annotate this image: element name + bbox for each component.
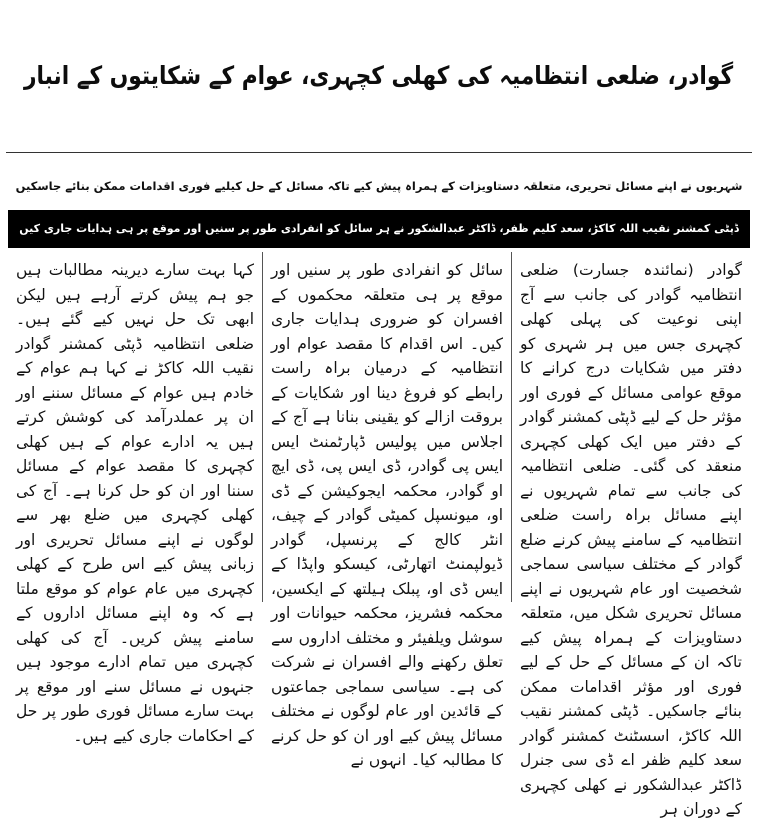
headline-divider	[6, 152, 752, 153]
headline-text: گوادر، ضلعی انتظامیہ کی کھلی کچہری، عوام کے شکایتوں کے انبار	[24, 61, 734, 91]
article-column-2: سائل کو انفرادی طور پر سنیں اور موقع پر ہی متعلقہ محکموں کے افسران کو ضروری ہدایات جاری کیں۔ اس اقدام کا مقصد عوام اور انتظامیہ کے درمیان براہ راست رابطے کو فروغ دینا اور شکایات کے بروقت ازالے کو یقینی بنانا ہے آج کے اجلاس میں پولیس ڈپارٹمنٹ ایس ایس پی گوادر، ڈی ایس پی، ڈی ایچ او گوادر، محکمہ ایجوکیشن کے ڈی او، میونسپل کمیٹی گوادر کے چیف، انٹر کالج کے پرنسپل، گوادر ڈیولپمنٹ اتھارٹی، کیسکو واپڈا کے ایس ڈی او، پبلک ہیلتھ کے ایکسین، محکمہ فشریز، محکمہ حیوانات اور سوشل ویلفیئر و مختلف اداروں سے تعلق رکھنے والے افسران نے شرکت کی ہے۔ سیاسی سماجی جماعتوں کے قائدین اور عام لوگوں نے مختلف مسائل پیش کیے اور ان کو حل کرنے کا مطالبہ کیا۔ انہوں نے	[262, 252, 512, 602]
article-column-1: گوادر (نمائندہ جسارت) ضلعی انتظامیہ گوادر کی جانب سے آج اپنی نوعیت کی پہلی کھلی کچہری جس میں ہر شہری کو دفتر میں شکایات درج کرانے کا موقع عوامی مسائل کے فوری اور مؤثر حل کے لیے ڈپٹی کمشنر گوادر کے دفتر میں ایک کھلی کچہری منعقد کی گئی۔ ضلعی انتظامیہ کی جانب سے تمام شہریوں نے اپنے مسائل براہ راست ضلعی انتظامیہ کے سامنے پیش کرنے ضلع گوادر کے مختلف سیاسی سماجی شخصیت اور عام شہریوں نے اپنے مسائل تحریری شکل میں، متعلقہ دستاویزات کے ہمراہ پیش کیے تاکہ ان کے مسائل کے حل کے لیے فوری اور مؤثر اقدامات ممکن بنائے جاسکیں۔ ڈپٹی کمشنر نقیب اللہ کاکڑ، اسسٹنٹ کمشنر گوادر سعد کلیم ظفر اے ڈی سی جنرل ڈاکٹر عبدالشکور نے کھلی کچہری کے دوران ہر	[520, 261, 742, 818]
banner-strip: ڈپٹی کمشنر نقیب اللہ کاکڑ، سعد کلیم ظفر، ڈاکٹر عبدالشکور نے ہر سائل کو انفرادی طور پر سنیں اور موقع پر ہی ہدایات جاری کیں	[8, 210, 750, 248]
article-column-3: کہا بہت سارے دیرینہ مطالبات ہیں جو ہم پیش کرتے آرہے ہیں لیکن ابھی تک حل نہیں کیے گئے ہیں۔ ضلعی انتظامیہ ڈپٹی کمشنر گوادر نقیب اللہ کاکڑ نے کہا ہم عوام کے خادم ہیں عوام کے مسائل سننے اور ان پر عملدرآمد کی کوشش کرتے ہیں یہ ادارے عوام کے ہیں کھلی کچہری کا مقصد عوام کے مسائل سننا اور ان کو حل کرنا ہے۔ آج کی کھلی کچہری میں ضلع بھر سے لوگوں نے اپنے مسائل تحریری اور زبانی پیش کیے اس طرح کے کھلی کچہری میں عام عوام کو موقع ملتا ہے کہ وہ اپنے مسائل اداروں کے سامنے پیش کریں۔ آج کی کھلی کچہری میں تمام ادارے موجود ہیں جنہوں نے مسائل سنے اور موقع پر بہت سارے مسائل فوری طور پر حل کے احکامات جاری کیے ہیں۔	[16, 261, 254, 745]
article-body	[8, 252, 750, 818]
headline	[8, 6, 750, 146]
subheadline: شہریوں نے اپنے مسائل تحریری، متعلقہ دستاویزات کے ہمراہ پیش کیے تاکہ مسائل کے حل کیلیے فوری اقدامات ممکن بنائے جاسکیں	[15, 179, 743, 193]
